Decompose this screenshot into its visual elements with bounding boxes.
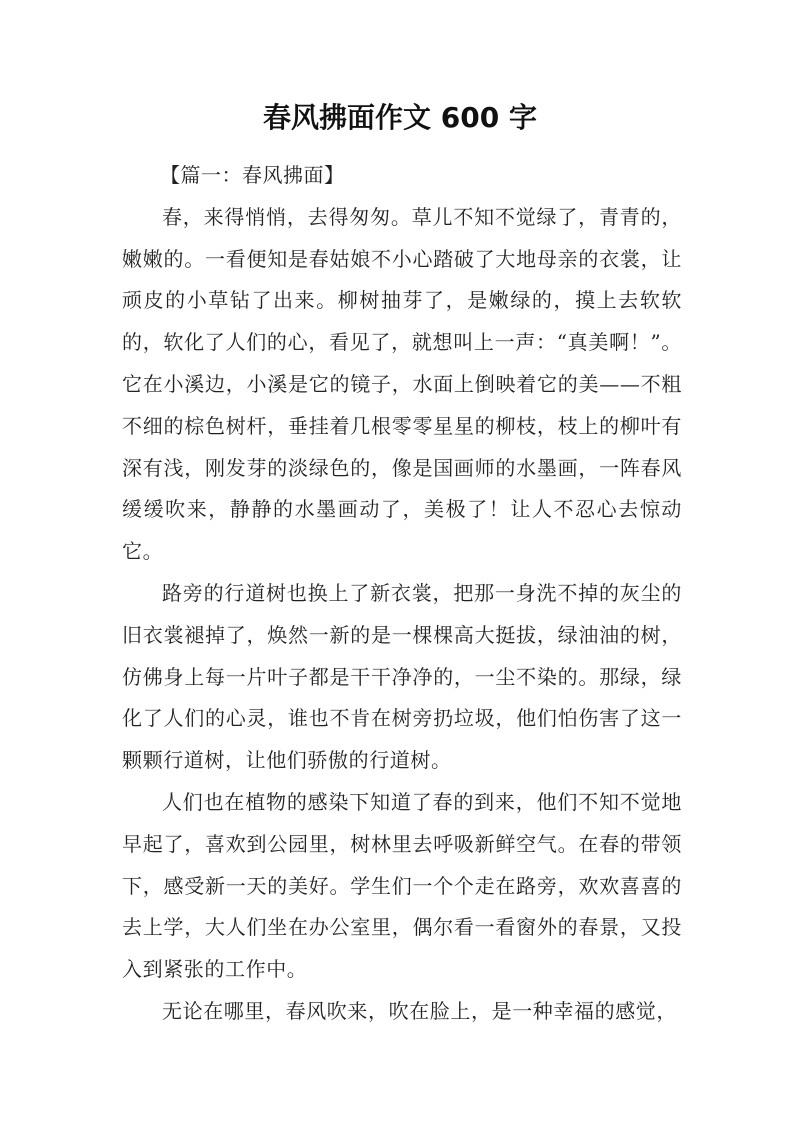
paragraph: 人们也在植物的感染下知道了春的到来，他们不知不觉地早起了，喜欢到公园里，树林里去呼吸新鲜空气。在春的带领下，感受新一天的美好。学生们一个个走在路旁，欢欢喜喜的去上学，大人们坐在办公室里，偶尔看一看窗外的春景，又投入到紧张的工作中。 bbox=[122, 789, 682, 982]
paragraph: 无论在哪里，春风吹来，吹在脸上，是一种幸福的感觉， bbox=[162, 998, 677, 1023]
paragraph: 春，来得悄悄，去得匆匆。草儿不知不觉绿了，青青的，嫩嫩的。一看便知是春姑娘不小心踏破了大地母亲的衣裳，让顽皮的小草钻了出来。柳树抽芽了，是嫩绿的，摸上去软软的，软化了人们的心，看见了，就想叫上一声：“真美啊！”。它在小溪边，小溪是它的镜子，水面上倒映着它的美——不粗不细的棕色树杆，垂挂着几根零零星星的柳枝，枝上的柳叶有深有浅，刚发芽的淡绿色的，像是国画师的水墨画，一阵春风缓缓吹来，静静的水墨画动了，美极了！让人不忍心去惊动它。 bbox=[122, 204, 682, 564]
section-header: 【篇一：春风拂面】 bbox=[160, 163, 345, 187]
document-body bbox=[122, 155, 682, 1033]
paragraph: 路旁的行道树也换上了新衣裳，把那一身洗不掉的灰尘的旧衣裳褪掉了，焕然一新的是一棵棵高大挺拔，绿油油的树，仿佛身上每一片叶子都是干干净净的，一尘不染的。那绿，绿化了人们的心灵，谁也不肯在树旁扔垃圾，他们怕伤害了这一颗颗行道树，让他们骄傲的行道树。 bbox=[122, 580, 682, 773]
document-title: 春风拂面作文 600 字 bbox=[263, 101, 537, 134]
